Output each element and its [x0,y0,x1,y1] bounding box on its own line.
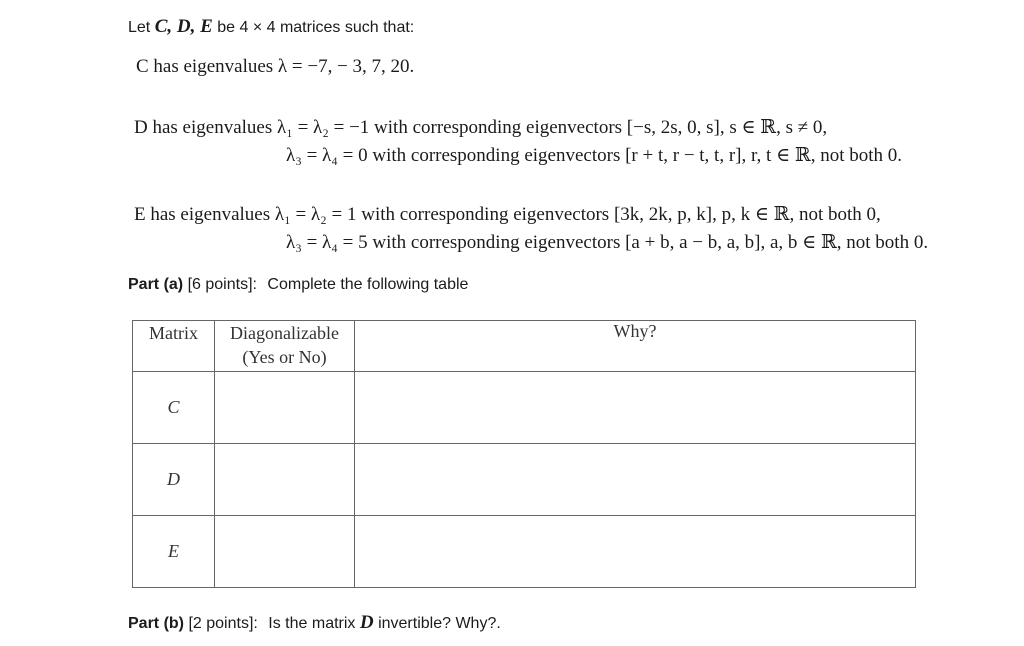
part-b-label: Part (b) [128,615,184,632]
part-a-heading [128,276,468,294]
matrix-d-eigen-line1: D has eigenvalues λ₁ = λ₂ = −1 with corresponding eigenvectors [−s, 2s, 0, s], s ∈ ℝ, s ≠ 0, [134,117,828,138]
table-row [133,444,916,516]
answer-table [132,320,916,588]
header-diagonalizable [215,321,355,372]
header-matrix: Matrix [133,321,215,372]
matrix-e-eigen-line1: E has eigenvalues λ₁ = λ₂ = 1 with corresponding eigenvectors [3k, 2k, p, k], p, k ∈ ℝ, not both 0, [134,204,881,225]
part-a-text: Complete the following table [267,276,469,293]
row-matrix-c: C [133,372,215,444]
intro-suffix: be 4 × 4 matrices such that: [217,19,415,36]
matrix-c-eigenvalues: C has eigenvalues λ = −7, − 3, 7, 20. [136,56,415,77]
problem-intro [128,16,414,38]
table-header-row [133,321,916,372]
row-d-why-cell[interactable] [355,444,916,516]
part-a-points: [6 points]: [187,276,257,293]
matrix-d-eigen-line2: λ₃ = λ₄ = 0 with corresponding eigenvectors [r + t, r − t, t, r], r, t ∈ ℝ, not both 0. [286,145,902,166]
part-b-heading [128,612,501,634]
intro-matrices: C, D, E [154,16,213,37]
part-b-points: [2 points]: [188,615,258,632]
row-e-diagonalizable-cell[interactable] [215,516,355,588]
part-b-text-after: invertible? Why?. [378,615,501,632]
intro-prefix: Let [128,19,151,36]
matrix-e-eigen-line2: λ₃ = λ₄ = 5 with corresponding eigenvectors [a + b, a − b, a, b], a, b ∈ ℝ, not both 0. [286,232,929,253]
header-diag-line2: (Yes or No) [242,347,327,367]
header-diag-line1: Diagonalizable [230,323,339,343]
row-c-why-cell[interactable] [355,372,916,444]
row-e-why-cell[interactable] [355,516,916,588]
table-row [133,372,916,444]
part-b-matrix: D [359,612,374,633]
row-matrix-d: D [133,444,215,516]
row-d-diagonalizable-cell[interactable] [215,444,355,516]
part-a-label: Part (a) [128,276,184,293]
row-c-diagonalizable-cell[interactable] [215,372,355,444]
table-row [133,516,916,588]
header-why: Why? [355,321,916,372]
row-matrix-e: E [133,516,215,588]
part-b-text-before: Is the matrix [268,615,356,632]
